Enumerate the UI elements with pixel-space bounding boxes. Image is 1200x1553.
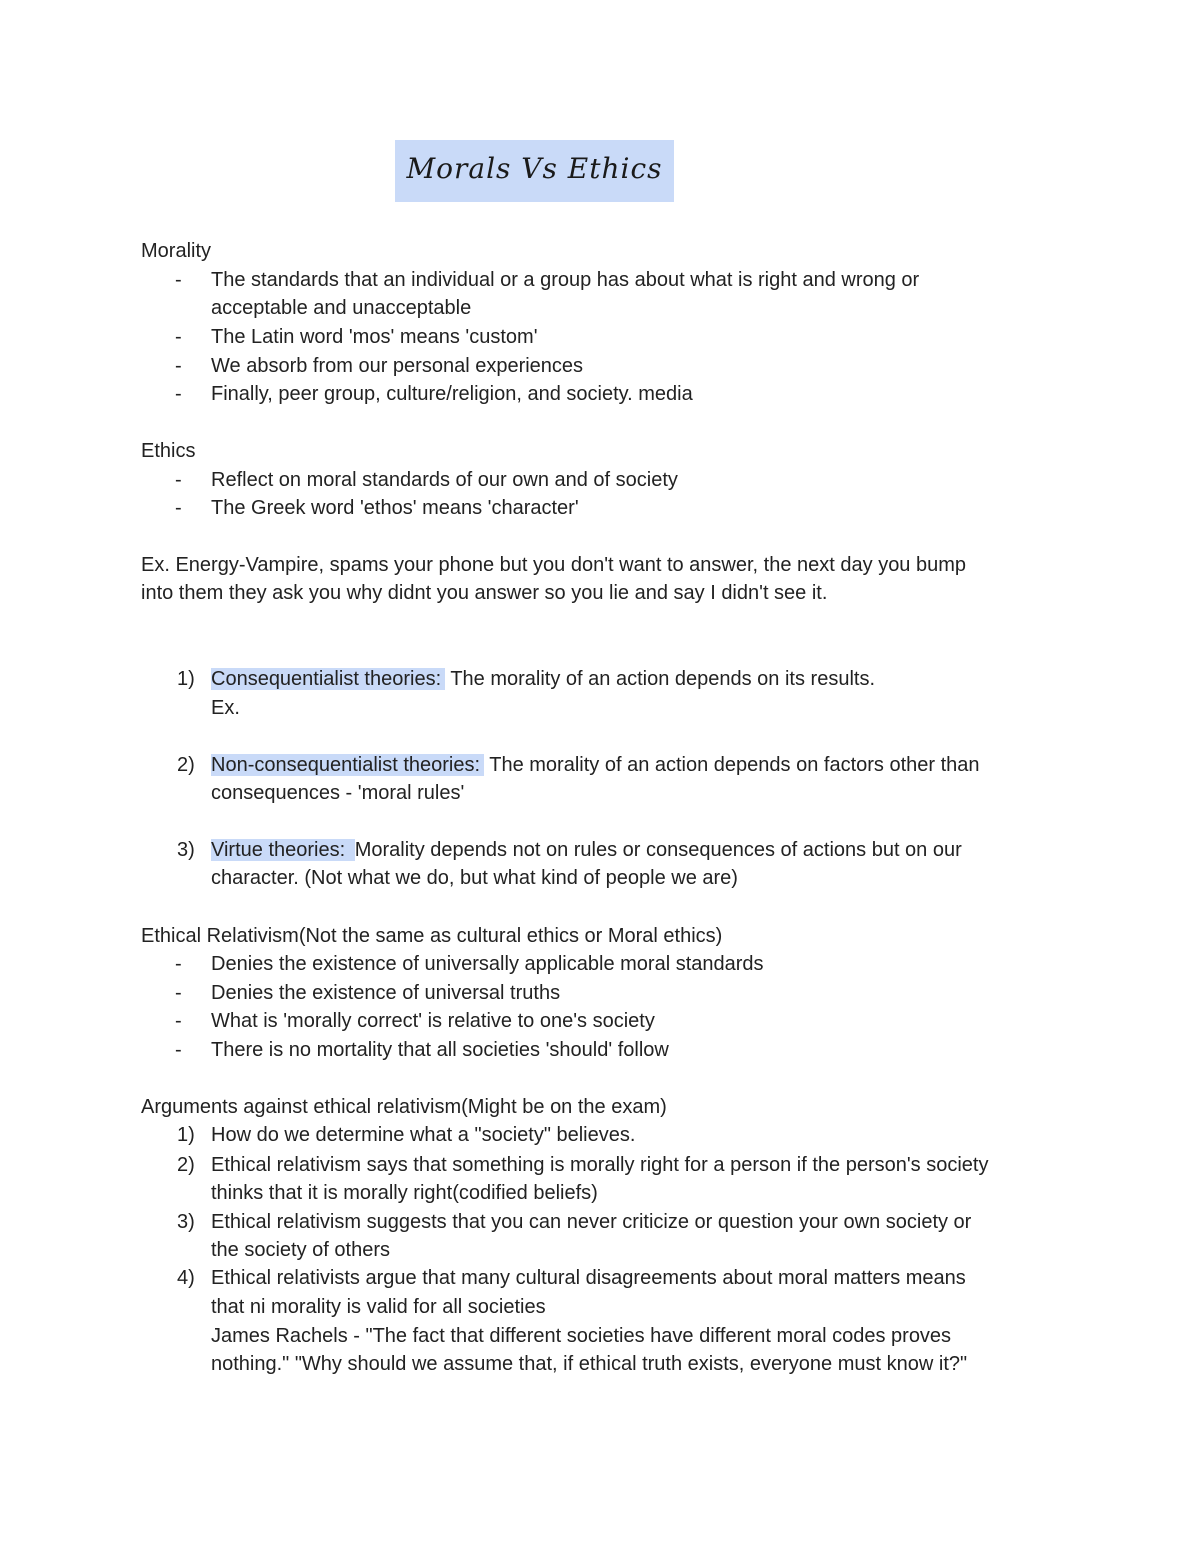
theory-item	[211, 667, 875, 691]
arguments-heading: Arguments against ethical relativism(Might be on the exam)	[141, 1096, 667, 1118]
list-number: 2)	[177, 754, 195, 776]
theory-text: The morality of an action depends on factors other than	[484, 754, 980, 776]
bullet-dash: -	[175, 383, 182, 405]
example-line: into them they ask you why didnt you answer so you lie and say I didn't see it.	[141, 582, 828, 604]
ethics-heading: Ethics	[141, 440, 196, 462]
theory-text: The morality of an action depends on its results.	[445, 668, 876, 690]
morality-bullet: The standards that an individual or a group has about what is right and wrong or	[211, 269, 920, 291]
relativism-bullet: Denies the existence of universal truths	[211, 982, 561, 1004]
argument-line: Ethical relativists argue that many cultural disagreements about moral matters means	[211, 1267, 966, 1289]
relativism-bullet: What is 'morally correct' is relative to one's society	[211, 1010, 655, 1032]
title-highlight-box	[395, 140, 674, 202]
theory-label-highlight: Consequentialist theories:	[211, 668, 445, 690]
morality-bullet: Finally, peer group, culture/religion, and society. media	[211, 383, 693, 405]
relativism-bullet: Denies the existence of universally applicable moral standards	[211, 953, 764, 975]
morality-bullet: The Latin word 'mos' means 'custom'	[211, 326, 538, 348]
theory-continuation: consequences - 'moral rules'	[211, 782, 465, 804]
list-number: 1)	[177, 668, 195, 690]
bullet-dash: -	[175, 1010, 182, 1032]
theory-label-highlight: Virtue theories:	[211, 839, 355, 861]
bullet-dash: -	[175, 355, 182, 377]
argument-line: the society of others	[211, 1239, 390, 1261]
morality-bullet: We absorb from our personal experiences	[211, 355, 584, 377]
argument-line: James Rachels - "The fact that different societies have different moral codes proves	[211, 1325, 952, 1347]
bullet-dash: -	[175, 982, 182, 1004]
argument-line: How do we determine what a "society" believes.	[211, 1124, 636, 1146]
ethics-bullet: Reflect on moral standards of our own and of society	[211, 469, 678, 491]
theory-text: Morality depends not on rules or consequences of actions but on our	[354, 839, 962, 861]
theory-item	[211, 753, 980, 777]
bullet-dash: -	[175, 269, 182, 291]
theory-continuation: character. (Not what we do, but what kind of people we are)	[211, 867, 738, 889]
argument-line: nothing." "Why should we assume that, if ethical truth exists, everyone must know it?"	[211, 1353, 968, 1375]
relativism-bullet: There is no mortality that all societies 'should' follow	[211, 1039, 669, 1061]
theory-item	[211, 838, 962, 862]
bullet-dash: -	[175, 1039, 182, 1061]
list-number: 3)	[177, 839, 195, 861]
argument-line: that ni morality is valid for all societies	[211, 1296, 546, 1318]
morality-bullet-continuation: acceptable and unacceptable	[211, 297, 472, 319]
bullet-dash: -	[175, 469, 182, 491]
morality-heading: Morality	[141, 240, 212, 262]
bullet-dash: -	[175, 326, 182, 348]
example-line: Ex. Energy-Vampire, spams your phone but you don't want to answer, the next day you bump	[141, 554, 967, 576]
list-number: 2)	[177, 1154, 195, 1176]
list-number: 1)	[177, 1124, 195, 1146]
page-title: Morals Vs Ethics	[406, 152, 663, 185]
argument-line: Ethical relativism says that something is morally right for a person if the person's society	[211, 1154, 989, 1176]
bullet-dash: -	[175, 953, 182, 975]
ethics-bullet: The Greek word 'ethos' means 'character'	[211, 497, 579, 519]
theory-label-highlight: Non-consequentialist theories:	[211, 754, 484, 776]
relativism-heading: Ethical Relativism(Not the same as cultural ethics or Moral ethics)	[141, 925, 723, 947]
list-number: 4)	[177, 1267, 195, 1289]
bullet-dash: -	[175, 497, 182, 519]
list-number: 3)	[177, 1211, 195, 1233]
theory-continuation: Ex.	[211, 697, 240, 719]
argument-line: thinks that it is morally right(codified beliefs)	[211, 1182, 598, 1204]
argument-line: Ethical relativism suggests that you can never criticize or question your own society or	[211, 1211, 972, 1233]
